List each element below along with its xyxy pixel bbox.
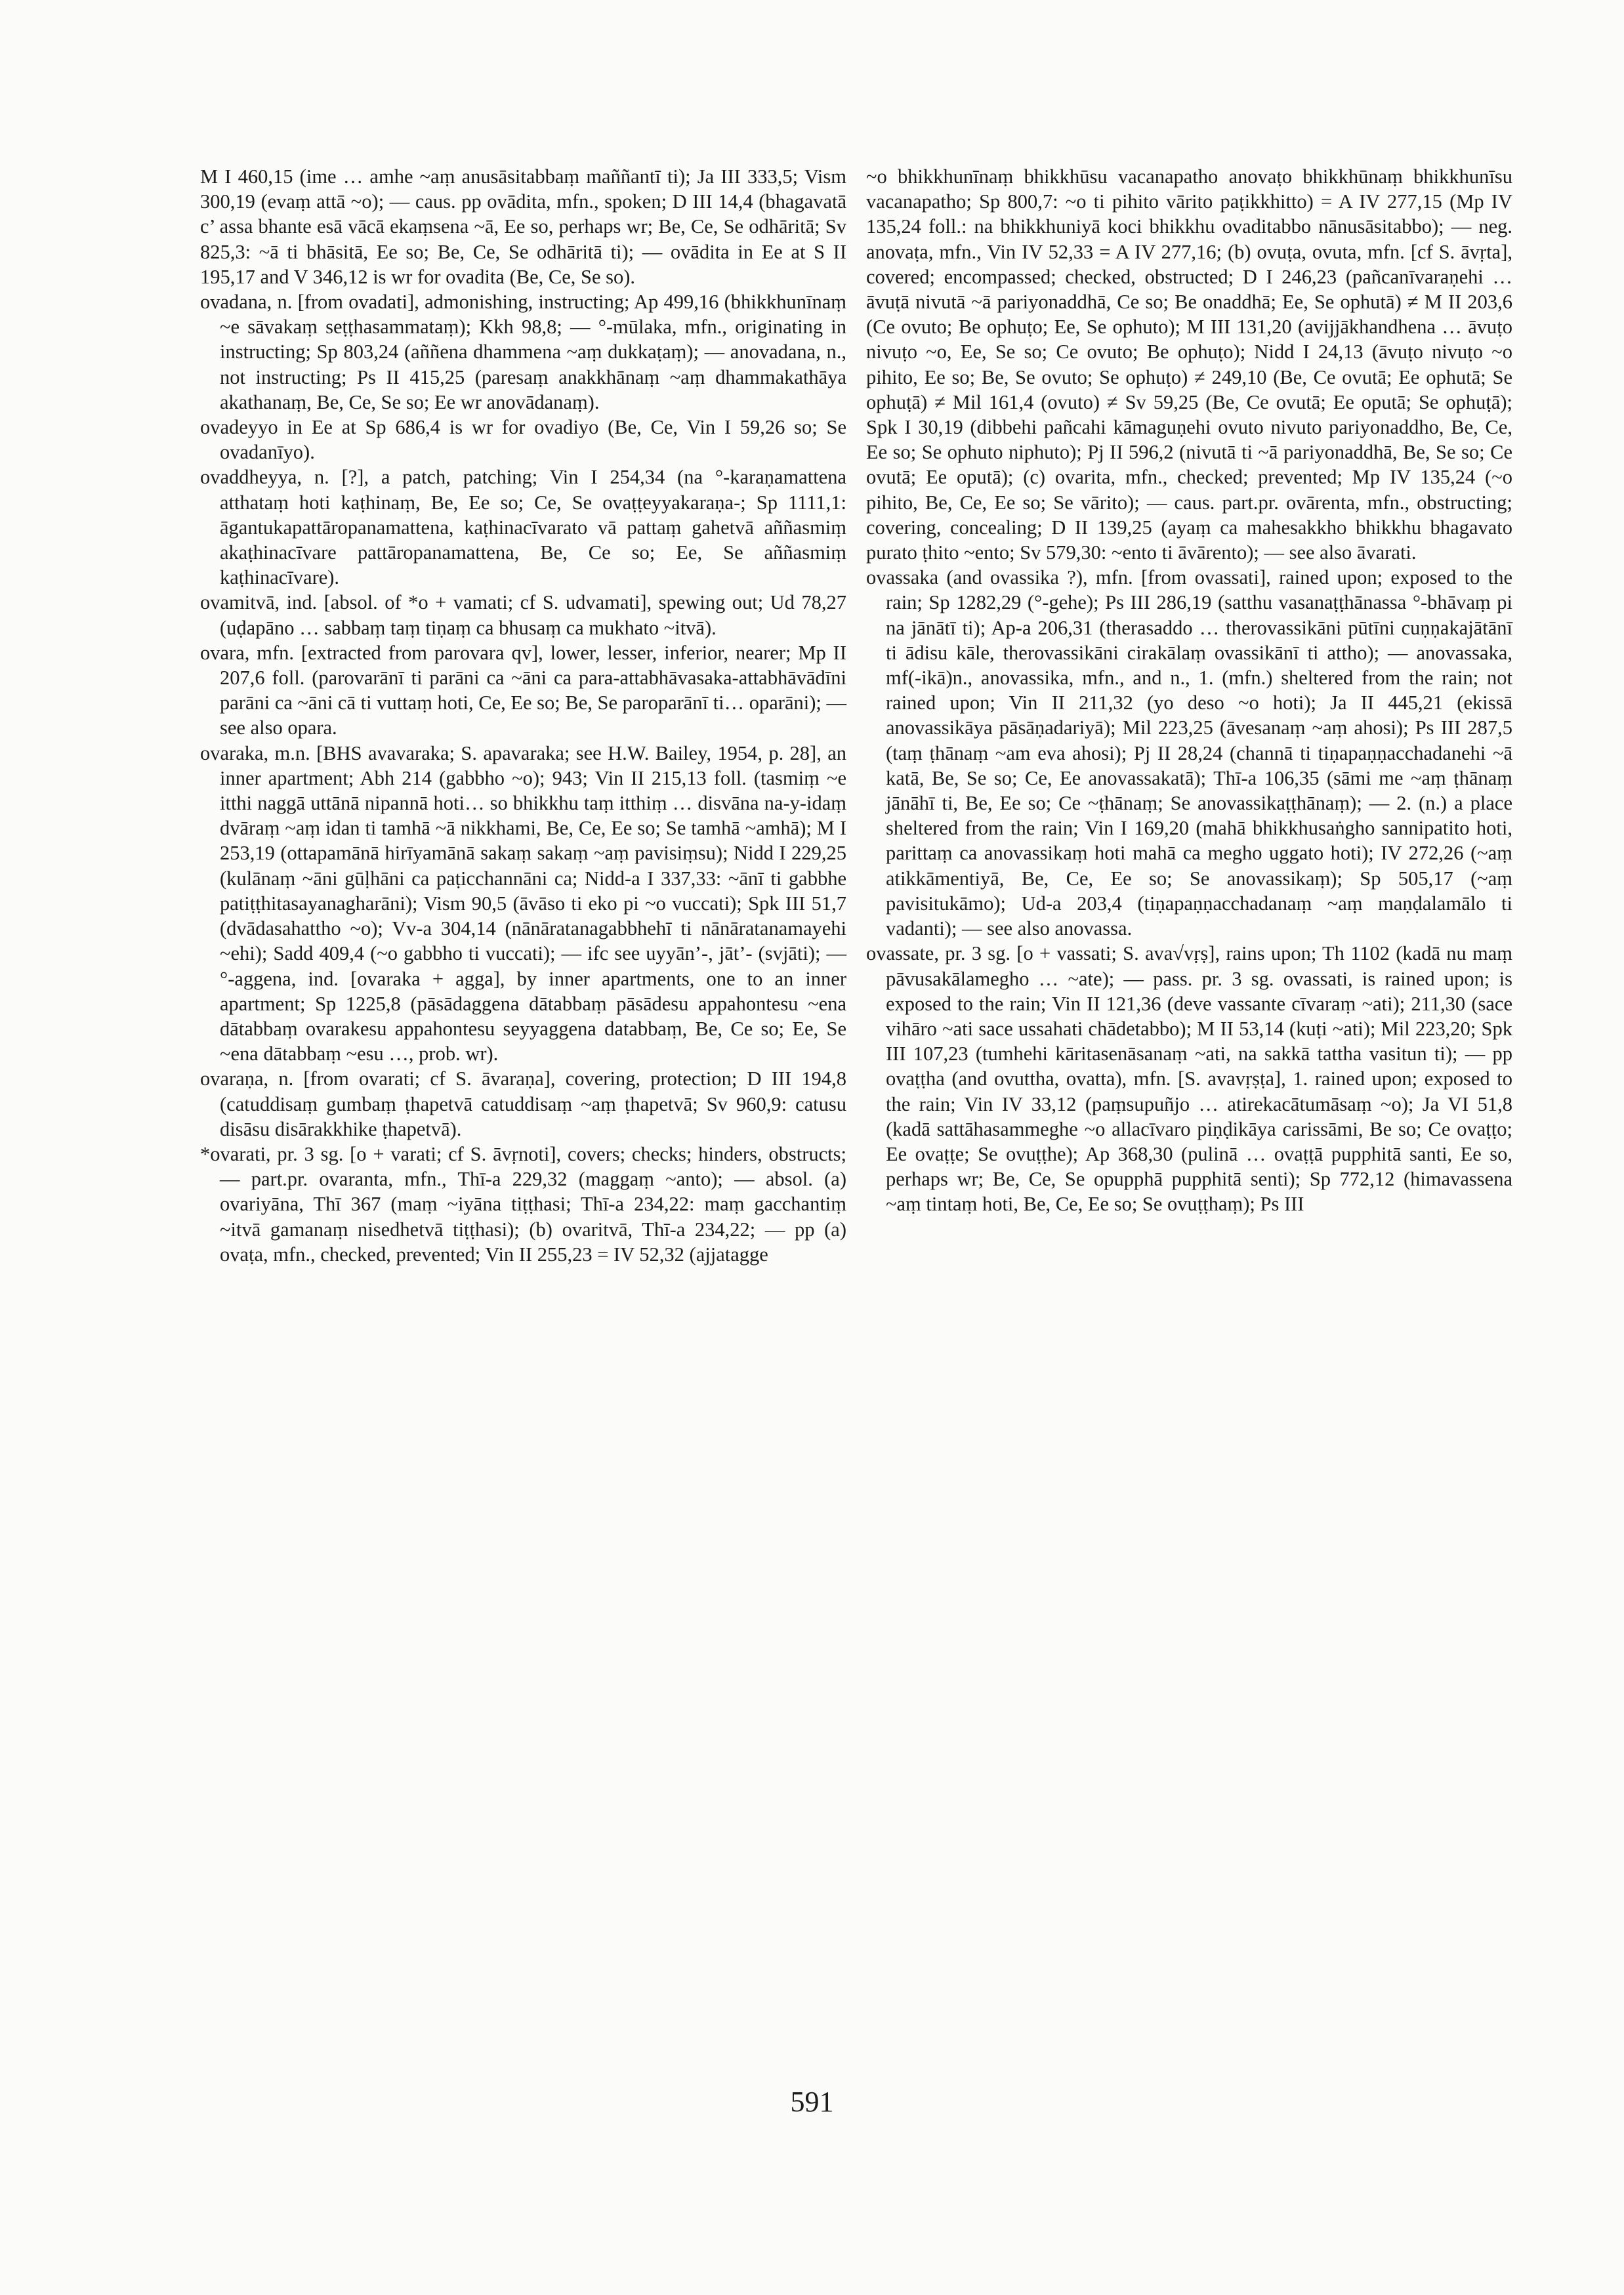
entry-continuation: M I 460,15 (ime … amhe ~aṃ anusāsitabbaṃ maññantī ti); Ja III 333,5; Vism 300,19 (evaṃ attā ~o); — caus. pp ovādita, mfn., spoken; D III 14,4 (bhagavatā c’ assa bhante esā vācā ekaṃsena ~ā, Ee so, perhaps wr; Be, Ce, Se odhāritā; Sv 825,3: ~ā ti bhāsitā, Ee so; Be, Ce, Se odhāritā ti); — ovādita in Ee at S II 195,17 and V 346,12 is wr for ovadita (Be, Ce, Se so). <box>200 165 846 288</box>
entry-ovassate: ovassate, pr. 3 sg. [o + vassati; S. ava√vṛṣ], rains upon; Th 1102 (kadā nu maṃ pāvusakālamegho … ~ate); — pass. pr. 3 sg. ovassati, is rained upon; is exposed to the rain; Vin II 121,36 (deve vassante cīvaraṃ ~ati); 211,30 (sace vihāro ~ati sace ussahati chādetabbo); M II 53,14 (kuṭi ~ati); Mil 223,20; Spk III 107,23 (tumhehi kāritasenāsanaṃ ~ati, na sakkā tattha vasitun ti); — pp ovaṭṭha (and ovuttha, ovatta), mfn. [S. avavṛṣṭa], 1. rained upon; exposed to the rain; Vin IV 33,12 (paṃsupuñjo … atirekacātumāsaṃ ~o); Ja VI 51,8 (kadā sattāhasammeghe ~o allacīvaro piṇḍikāya carissāmi, Be so; Ce ovaṭṭo; Ee ovaṭṭe; Se ovuṭṭhe); Ap 368,30 (pulinā … ovaṭṭā pupphitā santi, Ee so, perhaps wr; Be, Ce, Se opupphā pupphitā senti); Sp 772,12 (himavassena ~aṃ tintaṃ hoti, Be, Ce, Ee so; Se ovuṭṭhaṃ); Ps III <box>866 942 1512 1216</box>
entry-ovadana: ovadana, n. [from ovadati], admonishing, instructing; Ap 499,16 (bhikkhunīnaṃ ~e sāvakaṃ seṭṭhasammataṃ); Kkh 98,8; — °-mūlaka, mfn., originating in instructing; Sp 803,24 (aññena dhammena ~aṃ dukkaṭaṃ); — anovadana, n., not instructing; Ps II 415,25 (paresaṃ anakkhānaṃ ~aṃ dhammakathāya akathanaṃ, Be, Ce, Se so; Ee wr anovādanaṃ). <box>200 291 846 413</box>
entry-ovamitva: ovamitvā, ind. [absol. of *o + vamati; cf S. udvamati], spewing out; Ud 78,27 (uḍapāno … sabbaṃ taṃ tiṇaṃ ca bhusaṃ ca mukhato ~itvā). <box>200 591 846 639</box>
left-column <box>200 164 846 1267</box>
entry-ovadeyyo: ovadeyyo in Ee at Sp 686,4 is wr for ovadiyo (Be, Ce, Vin I 59,26 so; Se ovadanīyo). <box>200 416 846 464</box>
entry-continuation: ~o bhikkhunīnaṃ bhikkhūsu vacanapatho anovaṭo bhikkhūnaṃ bhikkhunīsu vacanapatho; Sp 800,7: ~o ti pihito vārito paṭikkhitto) = A IV 277,15 (Mp IV 135,24 foll.: na bhikkhuniyā koci bhikkhu ovaditabbo nānusāsitabbo); — neg. anovaṭa, mfn., Vin IV 52,33 = A IV 277,16; (b) ovuṭa, ovuta, mfn. [cf S. āvṛta], covered; encompassed; checked, obstructed; D I 246,23 (pañcanīvaraṇehi … āvuṭā nivutā ~ā pariyonaddhā, Ce so; Be onaddhā; Ee, Se ophutā) ≠ M II 203,6 (Ce ovuto; Be ophuṭo; Ee, Se ophuto); M III 131,20 (avijjākhandhena … āvuṭo nivuṭo ~o, Ee, Se so; Ce ovuto; Be ophuṭo); Nidd I 24,13 (āvuṭo nivuṭo ~o pihito, Ee so; Be, Se ovuto; Se ophuṭo) ≠ 249,10 (Be, Ce ovutā; Ee ophutā; Se ophuṭā) ≠ Mil 161,4 (ovuto) ≠ Sv 59,25 (Be, Ce ovutā; Ee oputā; Se ophuṭā); Spk I 30,19 (dibbehi pañcahi kāmaguṇehi ovuto nivuto pariyonaddho, Be, Ce, Ee so; Se ophuto niphuto); Pj II 596,2 (nivutā ti ~ā pariyonaddhā, Be, Se so; Ce ovutā; Ee oputā); (c) ovarita, mfn., checked; prevented; Mp IV 135,24 (~o pihito, Be, Ce, Ee so; Se vārito); — caus. part.pr. ovārenta, mfn., obstructing; covering, concealing; D II 139,25 (ayaṃ ca mahesakkho bhikkhu bhagavato purato ṭhito ~ento; Sv 579,30: ~ento ti āvārento); — see also āvarati. <box>866 165 1512 564</box>
entry-ovassaka: ovassaka (and ovassika ?), mfn. [from ovassati], rained upon; exposed to the rain; Sp 1282,29 (°-gehe); Ps III 286,19 (satthu vasanaṭṭhānassa °-bhāvaṃ pi na jānātī ti); Ap-a 206,31 (therasaddo … therovassikāni pūtīni cuṇṇakajātānī ti ādisu kāle, therovassikāni cirakālaṃ ovassikānī ti attho); — anovassaka, mf(-ikā)n., anovassika, mfn., and n., 1. (mfn.) sheltered from the rain; not rained upon; Vin II 211,32 (yo deso ~o hoti); Ja II 445,21 (ekissā anovassikāya pāsāṇadariyā); Mil 223,25 (āvesanaṃ ~aṃ ahosi); Ps III 287,5 (taṃ ṭhānaṃ ~am eva ahosi); Pj II 28,24 (channā ti tiṇapaṇṇacchadanehi ~ā katā, Be, Se so; Ce, Ee anovassakatā); Thī-a 106,35 (sāmi me ~aṃ ṭhānaṃ jānāhī ti, Be, Ee so; Ce ~ṭhānaṃ; Se anovassikaṭṭhānaṃ); — 2. (n.) a place sheltered from the rain; Vin I 169,20 (mahā bhikkhusaṅgho sannipatito hoti, parittaṃ ca anovassikaṃ hoti mahā ca megho uggato hoti); IV 272,26 (~aṃ atikkāmentiyā, Be, Ce, Ee so; Se anovassikaṃ); Sp 505,17 (~aṃ pavisitukāmo); Ud-a 203,4 (tiṇapaṇṇacchadanaṃ ~aṃ maṇḍalamālo ti vadanti); — see also anovassa. <box>866 566 1512 940</box>
right-column <box>866 164 1512 1217</box>
entry-ovarana: ovaraṇa, n. [from ovarati; cf S. āvaraṇa], covering, protection; D III 194,8 (catuddisaṃ gumbaṃ ṭhapetvā catuddisaṃ ~aṃ ṭhapetvā; Sv 960,9: catusu disāsu disārakkhike ṭhapetvā). <box>200 1067 846 1140</box>
entry-ovarati: *ovarati, pr. 3 sg. [o + varati; cf S. āvṛnoti], covers; checks; hinders, obstructs; — part.pr. ovaranta, mfn., Thī-a 229,32 (maggaṃ ~anto); — absol. (a) ovariyāna, Thī 367 (maṃ ~iyāna tiṭṭhasi; Thī-a 234,22: maṃ gacchantiṃ ~itvā gamanaṃ nisedhetvā tiṭṭhasi); (b) ovaritvā, Thī-a 234,22; — pp (a) ovaṭa, mfn., checked, prevented; Vin II 255,23 = IV 52,32 (ajjatagge <box>200 1142 846 1266</box>
entry-ovaraka: ovaraka, m.n. [BHS avavaraka; S. apavaraka; see H.W. Bailey, 1954, p. 28], an inner apartment; Abh 214 (gabbho ~o); 943; Vin II 215,13 foll. (tasmiṃ ~e itthi naggā uttānā nipannā hoti… so bhikkhu taṃ itthiṃ … disvāna na-y-idaṃ dvāraṃ ~aṃ idan ti tamhā ~ā nikkhami, Be, Ce, Ee so; Se tamhā ~amhā); M I 253,19 (ottapamānā hirīyamānā sakaṃ sakaṃ ~aṃ pavisiṃsu); Nidd I 229,25 (kulānaṃ ~āni gūḷhāni ca paṭicchannāni ca; Nidd-a I 337,33: ~ānī ti gabbhe patiṭṭhitasayanagharāni); Vism 90,5 (āvāso ti eko pi ~o vuccati); Spk III 51,7 (dvādasahattho ~o); Vv-a 304,14 (nānāratanagabbhehī ti nānāratanamayehi ~ehi); Sadd 409,4 (~o gabbho ti vuccati); — ifc see uyyān’-, jāt’- (svjāti); — °-aggena, ind. [ovaraka + agga], by inner apartments, one to an inner apartment; Sp 1225,8 (pāsādaggena dātabbaṃ pāsādesu appahontesu ~ena dātabbaṃ ovarakesu appahontesu seyyaggena databbaṃ, Be, Ce so; Ee, Se ~ena dātabbaṃ ~esu …, prob. wr). <box>200 741 846 1065</box>
entry-ovaddheyya: ovaddheyya, n. [?], a patch, patching; Vin I 254,34 (na °-karaṇamattena atthataṃ hoti kaṭhinaṃ, Be, Ee so; Ce, Se ovaṭṭeyyakaraṇa-; Sp 1111,1: āgantukapattāropanamattena, kaṭhinacīvarato vā pattaṃ gahetvā aññasmiṃ akaṭhinacīvare pattāropanamattena, Be, Ce so; Ee, Se aññasmiṃ kaṭhinacīvare). <box>200 466 846 589</box>
page-number: 591 <box>790 2086 834 2118</box>
entry-ovara: ovara, mfn. [extracted from parovara qv], lower, lesser, inferior, nearer; Mp II 207,6 foll. (parovarānī ti parāni ca ~āni ca para-attabhāvasaka-attabhāvādīni parāni ca ~āni cā ti vuttaṃ hoti, Ce, Ee so; Be, Se paroparānī ti… oparāni); — see also opara. <box>200 641 846 739</box>
